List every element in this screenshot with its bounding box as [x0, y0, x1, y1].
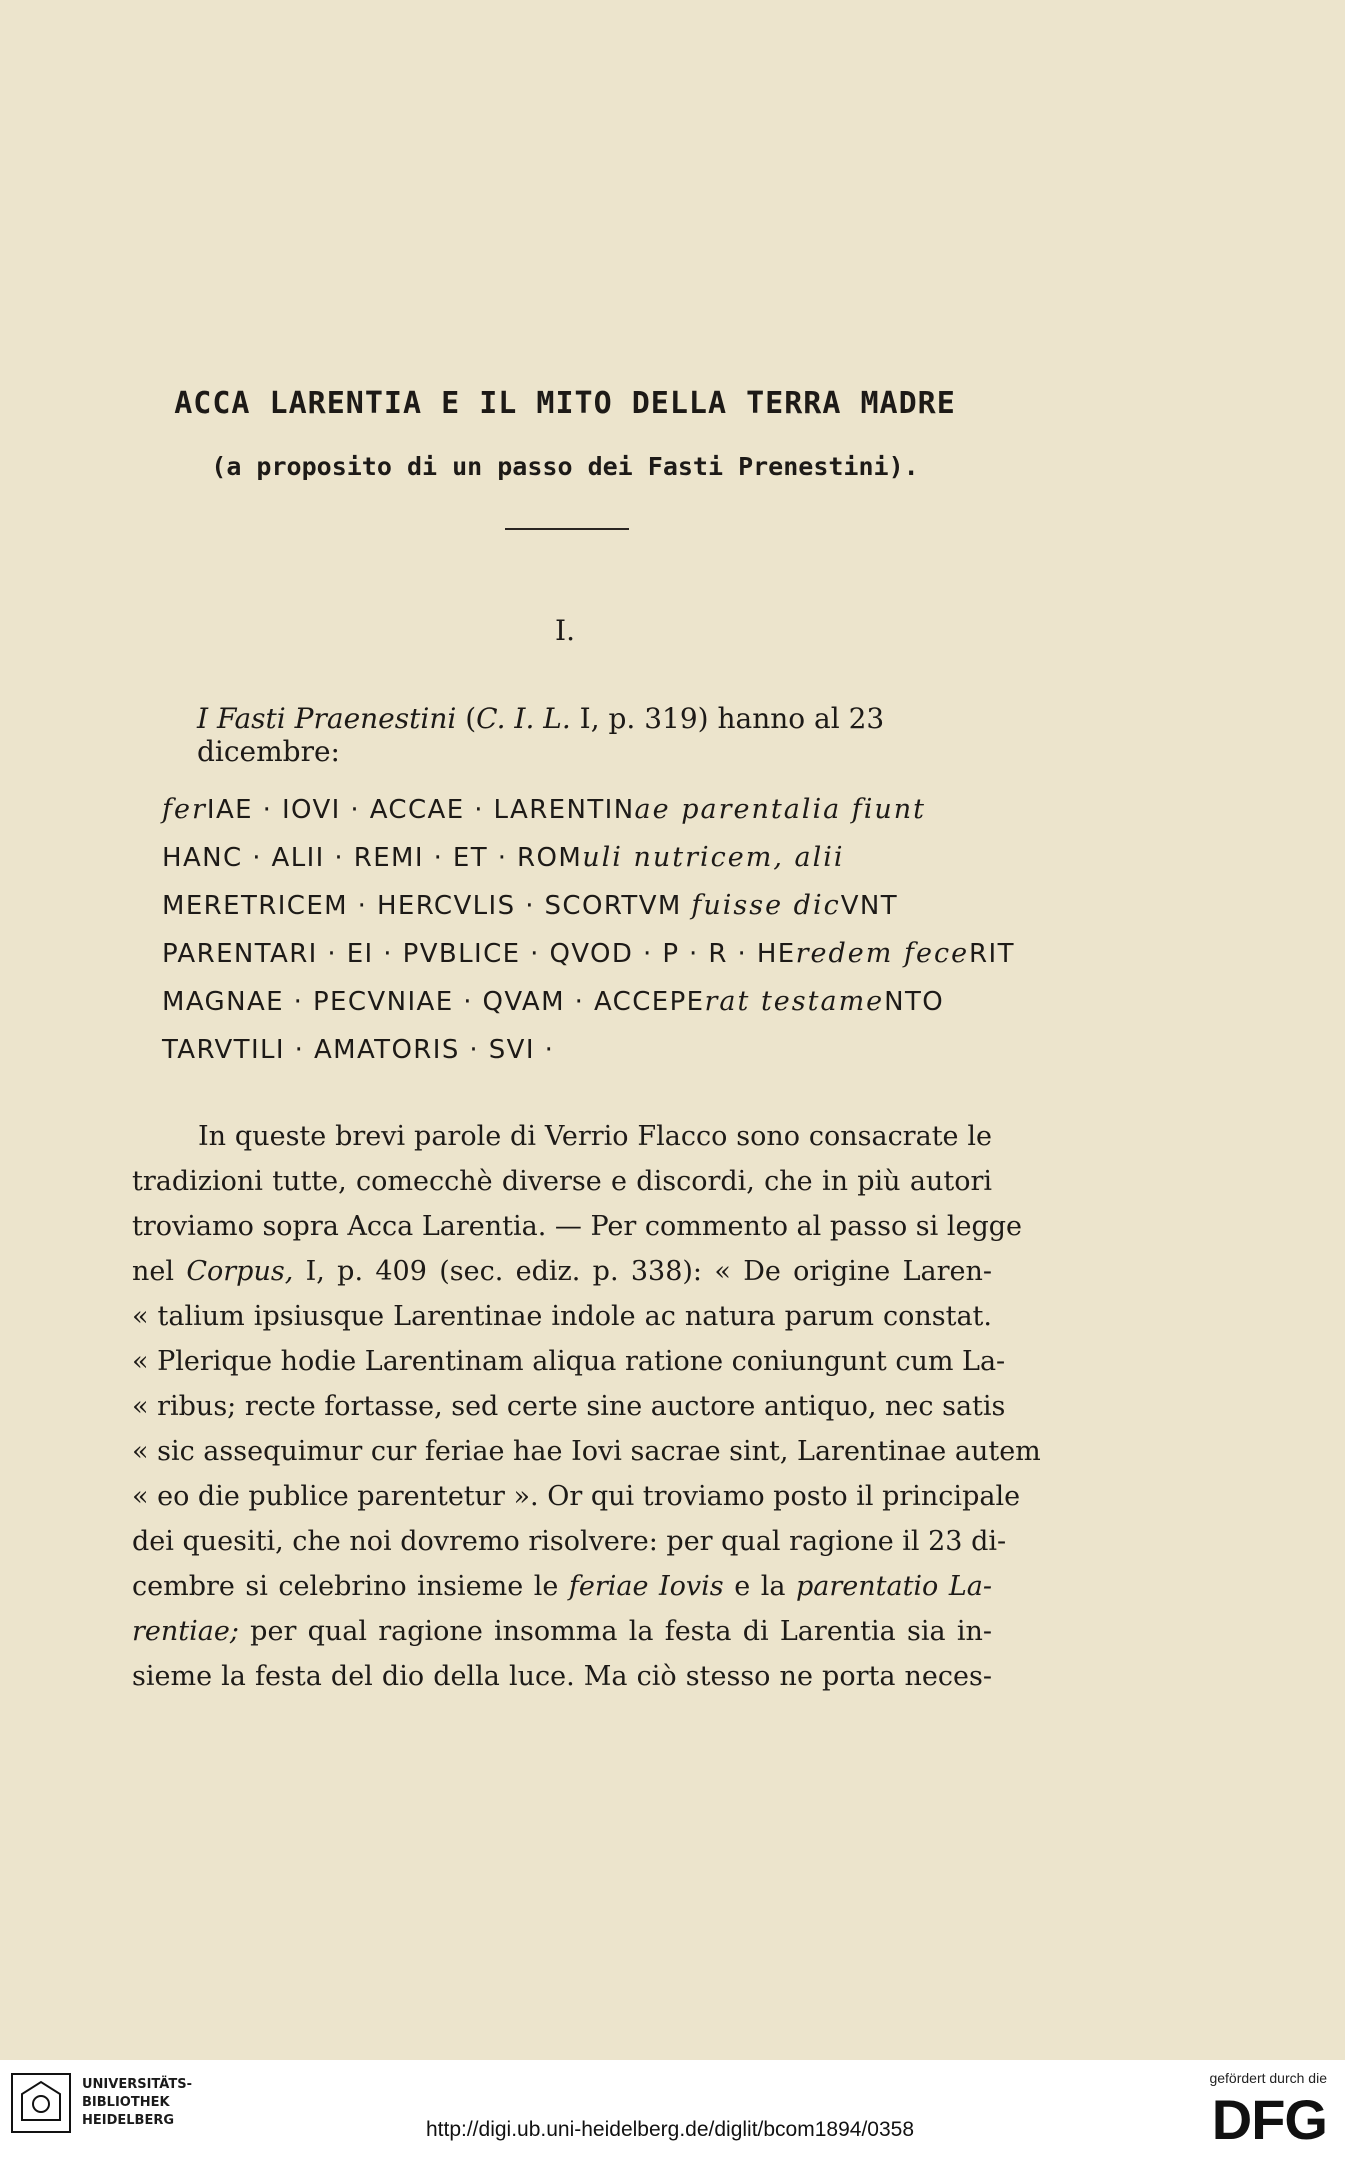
text-segment: « ribus; recte fortasse, sed certe sine auctore antiquo, nec satis	[132, 1391, 1006, 1422]
dfg-logo: DFG	[1211, 2088, 1327, 2151]
library-name-line: BIBLIOTHEK	[82, 2095, 170, 2110]
article-subtitle: (a proposito di un passo dei Fasti Prenestini).	[211, 452, 919, 481]
body-line	[132, 1339, 1006, 1384]
intro-rest: I, p. 319) hanno al 23 dicembre:	[197, 702, 885, 768]
funded-by-text: gefördert durch die	[1209, 2070, 1327, 2086]
text-segment: sieme la festa del dio della luce. Ma ciò stesso ne porta neces-	[132, 1661, 992, 1692]
body-line	[132, 1519, 1007, 1564]
body-line	[132, 1159, 992, 1204]
text-segment: cembre si celebrino insieme le	[132, 1571, 569, 1602]
inscription-line	[162, 786, 1002, 834]
body-line	[132, 1429, 1041, 1474]
italic-segment: fer	[162, 794, 207, 825]
intro-italic-a: I Fasti Praenestini	[197, 702, 457, 735]
text-segment: MERETRICEM · HERCVLIS · SCORTVM	[162, 891, 692, 921]
italic-segment: fuisse dic	[691, 890, 841, 921]
text-segment: In queste brevi parole di Verrio Flacco sono consacrate le	[198, 1121, 992, 1152]
text-segment: NTO	[884, 987, 945, 1017]
library-name	[82, 2076, 192, 2130]
footer-bar	[0, 2060, 1345, 2157]
text-segment: « eo die publice parentetur ». Or qui troviamo posto il principale	[132, 1481, 1021, 1512]
text-segment: e la	[723, 1571, 796, 1602]
italic-segment: rentiae;	[132, 1616, 239, 1647]
body-line	[132, 1654, 992, 1699]
inscription-line	[162, 882, 1002, 930]
text-segment: « Plerique hodie Larentinam aliqua ratione coniungunt cum La-	[132, 1346, 1006, 1377]
body-line	[132, 1114, 992, 1159]
text-segment: per qual ragione insomma la festa di Larentia sia in-	[238, 1616, 992, 1647]
inscription-line	[162, 930, 1015, 978]
text-segment: tradizioni tutte, comecchè diverse e discordi, che in più autori	[132, 1166, 992, 1197]
text-segment: PARENTARI · EI · PVBLICE · QVOD · P · R · HE	[162, 939, 796, 969]
italic-segment: parentatio La-	[795, 1571, 992, 1602]
body-line	[132, 1474, 1021, 1519]
permalink-url[interactable]: http://digi.ub.uni-heidelberg.de/diglit/bcom1894/0358	[425, 2118, 914, 2141]
italic-segment: redem fece	[795, 938, 970, 969]
text-segment: TARVTILI · AMATORIS · SVI ·	[162, 1035, 555, 1065]
italic-segment: ae parentalia fiunt	[634, 794, 927, 825]
body-paragraph	[132, 1114, 1041, 1699]
section-number: I.	[555, 614, 575, 647]
text-segment: nel	[132, 1256, 187, 1287]
text-segment: « talium ipsiusque Larentinae indole ac natura parum constat.	[132, 1301, 992, 1332]
italic-segment: feriae Iovis	[568, 1571, 724, 1602]
text-segment: RIT	[969, 939, 1015, 969]
library-name-line: HEIDELBERG	[82, 2113, 175, 2128]
text-segment: MAGNAE · PECVNIAE · QVAM · ACCEPE	[162, 987, 705, 1017]
library-name-line: UNIVERSITÄTS-	[82, 2077, 192, 2092]
inscription-line	[162, 1026, 1002, 1074]
text-segment: « sic assequimur cur feriae hae Iovi sacrae sint, Larentinae autem	[132, 1436, 1041, 1467]
text-segment: troviamo sopra Acca Larentia. — Per commento al passo si legge	[132, 1211, 1023, 1242]
intro-italic-b: C. I. L.	[476, 702, 571, 735]
title-divider	[505, 528, 629, 530]
body-line	[132, 1249, 992, 1294]
text-segment: IAE · IOVI · ACCAE · LARENTIN	[206, 795, 635, 825]
inscription-line	[162, 978, 1002, 1026]
body-line	[132, 1609, 992, 1654]
text-segment: dei quesiti, che noi dovremo risolvere: per qual ragione il 23 di-	[132, 1526, 1007, 1557]
italic-segment: rat testame	[704, 986, 885, 1017]
body-line	[132, 1564, 992, 1609]
italic-segment: Corpus,	[186, 1256, 294, 1287]
body-line	[132, 1384, 1006, 1429]
body-line	[132, 1204, 1023, 1249]
body-line	[132, 1294, 992, 1339]
intro-paren: (	[456, 702, 477, 735]
heidelberg-seal-icon	[10, 2072, 72, 2134]
intro-line	[197, 702, 1017, 768]
text-segment: VNT	[840, 891, 899, 921]
text-segment: I, p. 409 (sec. ediz. p. 338): « De origine Laren-	[293, 1256, 992, 1287]
text-segment: HANC · ALII · REMI · ET · ROM	[162, 843, 583, 873]
inscription-block	[162, 786, 1015, 1074]
article-title: ACCA LARENTIA E IL MITO DELLA TERRA MADRE	[174, 386, 956, 421]
inscription-line	[162, 834, 1002, 882]
italic-segment: uli nutricem, alii	[582, 842, 845, 873]
